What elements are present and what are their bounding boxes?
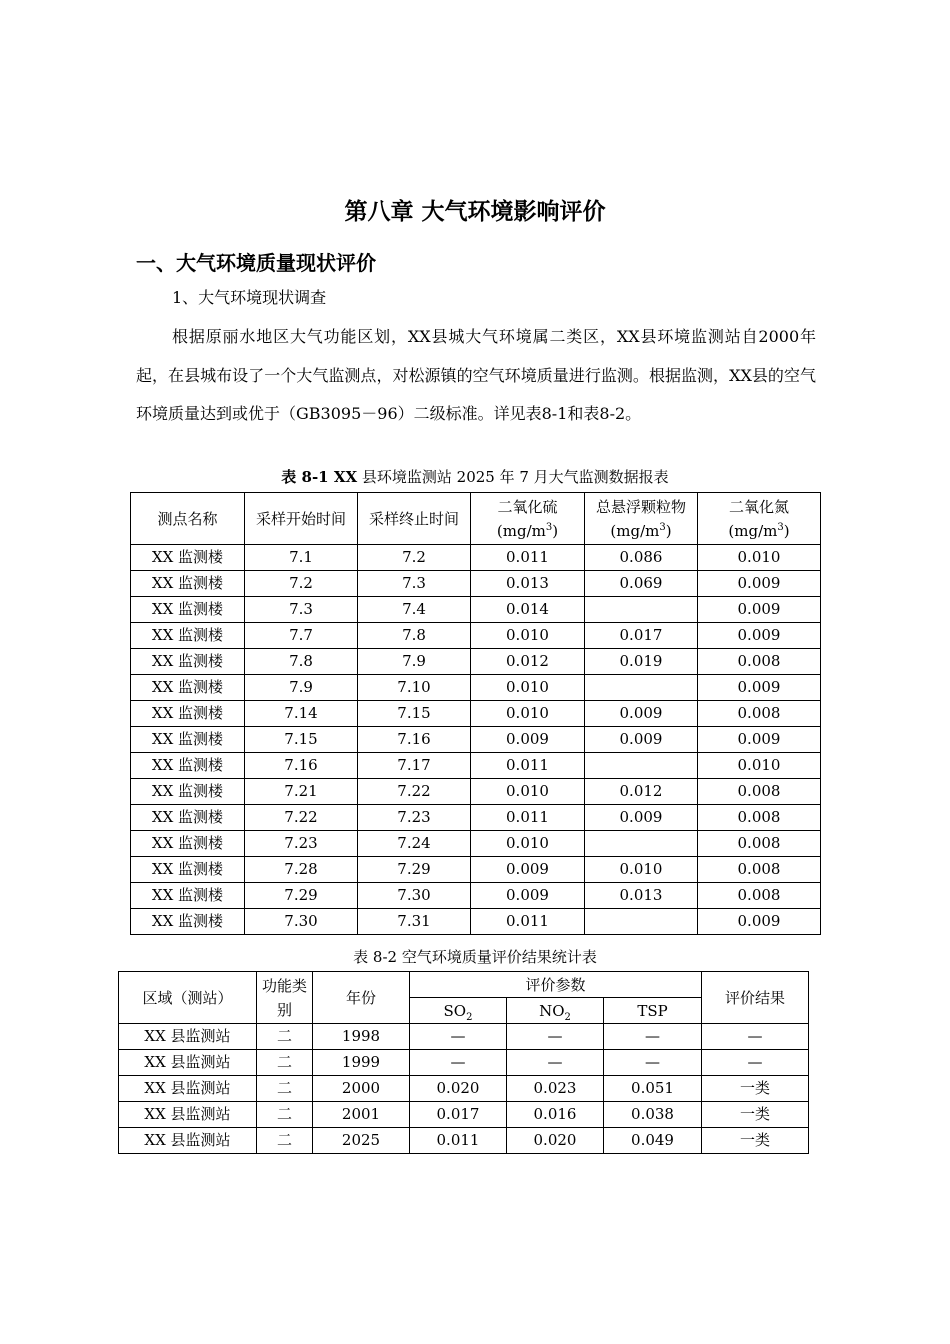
table1-caption-rest: 县环境监测站 2025 年 7 月大气监测数据报表: [357, 468, 669, 486]
col-region: 区域（测站）: [119, 972, 257, 1024]
section-title: 一、大气环境质量现状评价: [136, 251, 376, 275]
table-cell: 0.051: [604, 1076, 702, 1102]
table-cell: 一类: [702, 1076, 809, 1102]
table-cell: XX 监测楼: [131, 675, 245, 701]
table-cell: 一类: [702, 1128, 809, 1154]
table-cell: 0.009: [698, 727, 821, 753]
table-cell: 0.019: [585, 649, 698, 675]
table-cell: 0.010: [698, 753, 821, 779]
table1-caption: [0, 466, 950, 487]
col-result: 评价结果: [702, 972, 809, 1024]
table-cell: 0.010: [585, 857, 698, 883]
table-cell: XX 监测楼: [131, 831, 245, 857]
table-cell: —: [410, 1050, 507, 1076]
table-cell: 0.069: [585, 571, 698, 597]
tsp-unit: $(mg/m^3)$: [610, 521, 672, 540]
table-cell: 0.013: [585, 883, 698, 909]
table-cell: —: [702, 1050, 809, 1076]
chapter-title: 第八章 大气环境影响评价: [344, 199, 606, 225]
table-cell: 1999: [313, 1050, 410, 1076]
col-site-name: 测点名称: [131, 493, 245, 545]
table-row: [131, 597, 821, 623]
table-cell: 0.009: [698, 597, 821, 623]
col-no2: [698, 493, 821, 545]
table-cell: XX 监测楼: [131, 545, 245, 571]
table-cell: 2000: [313, 1076, 410, 1102]
table-cell: —: [702, 1024, 809, 1050]
table-cell: 7.31: [358, 909, 471, 935]
table-cell: 0.086: [585, 545, 698, 571]
table-cell: 0.009: [585, 805, 698, 831]
table-cell: 0.008: [698, 883, 821, 909]
evaluation-result-table: [118, 971, 809, 1154]
table-cell: 7.29: [358, 857, 471, 883]
table-cell: XX 监测楼: [131, 701, 245, 727]
table-row: [131, 623, 821, 649]
table-row: [131, 571, 821, 597]
table-cell: 0.009: [471, 857, 585, 883]
table-cell: 一类: [702, 1102, 809, 1128]
table-cell: 0.009: [585, 701, 698, 727]
table-cell: XX 监测楼: [131, 779, 245, 805]
table-cell: 7.29: [245, 883, 358, 909]
no2-unit: $(mg/m^3)$: [728, 521, 790, 540]
table-row: [119, 1024, 809, 1050]
table-row: [131, 649, 821, 675]
table-cell: 0.016: [507, 1102, 604, 1128]
table-cell: 0.009: [698, 571, 821, 597]
table-cell: —: [507, 1024, 604, 1050]
table-cell: 7.21: [245, 779, 358, 805]
table-cell: 7.1: [245, 545, 358, 571]
table-cell: 0.010: [471, 779, 585, 805]
table-cell: 0.020: [410, 1076, 507, 1102]
table-cell: 7.28: [245, 857, 358, 883]
table-cell: 0.008: [698, 831, 821, 857]
table-cell: 7.2: [358, 545, 471, 571]
table-cell: 0.014: [471, 597, 585, 623]
table-cell: XX 监测楼: [131, 883, 245, 909]
table-cell: 0.008: [698, 805, 821, 831]
table-cell: 0.009: [698, 909, 821, 935]
table-cell: 0.010: [471, 701, 585, 727]
table-cell: 0.009: [471, 883, 585, 909]
table1-caption-prefix: 表 8-1 XX: [281, 468, 358, 486]
table-cell: 7.22: [245, 805, 358, 831]
tsp-label: 总悬浮颗粒物: [595, 497, 686, 516]
table-cell: 0.011: [471, 805, 585, 831]
table-cell: [585, 909, 698, 935]
table-cell: XX 县监测站: [119, 1128, 257, 1154]
col-so2: $SO_2$: [410, 998, 507, 1024]
table-cell: —: [604, 1050, 702, 1076]
table-row: [131, 545, 821, 571]
table-cell: 0.013: [471, 571, 585, 597]
table-cell: 2001: [313, 1102, 410, 1128]
table-row: [119, 1102, 809, 1128]
table-cell: 7.14: [245, 701, 358, 727]
table-row: [131, 727, 821, 753]
table-row: [131, 701, 821, 727]
col-eval-params: 评价参数: [410, 972, 702, 998]
table-row: [131, 779, 821, 805]
table-cell: 7.23: [358, 805, 471, 831]
table-cell: XX 监测楼: [131, 805, 245, 831]
table-cell: 0.017: [585, 623, 698, 649]
table-cell: 7.2: [245, 571, 358, 597]
table-row: [131, 831, 821, 857]
table-cell: 7.9: [358, 649, 471, 675]
table-row: [131, 805, 821, 831]
table-cell: 7.10: [358, 675, 471, 701]
table-cell: 7.23: [245, 831, 358, 857]
table-cell: 0.008: [698, 779, 821, 805]
table-cell: 0.008: [698, 649, 821, 675]
col-start-time: 采样开始时间: [245, 493, 358, 545]
body-paragraph: 根据原丽水地区大气功能区划，XX县城大气环境属二类区，XX县环境监测站自2000年起，在县城布设了一个大气监测点，对松源镇的空气环境质量进行监测。根据监测，XX县的空气环境质量达到或优于（GB3095－96）二级标准。详见表8-1和表8-2。: [136, 327, 816, 423]
table-cell: 0.012: [585, 779, 698, 805]
table-cell: 1998: [313, 1024, 410, 1050]
table-cell: 0.049: [604, 1128, 702, 1154]
table-cell: 0.011: [471, 545, 585, 571]
table-cell: XX 县监测站: [119, 1076, 257, 1102]
table-cell: 7.24: [358, 831, 471, 857]
table-cell: XX 监测楼: [131, 909, 245, 935]
table-cell: 0.020: [507, 1128, 604, 1154]
subsection-title: 1、大气环境现状调查: [172, 288, 327, 307]
table-cell: XX 监测楼: [131, 753, 245, 779]
table-cell: 7.22: [358, 779, 471, 805]
table-cell: XX 监测楼: [131, 727, 245, 753]
table-cell: 二: [257, 1050, 313, 1076]
table-row: [119, 1050, 809, 1076]
table-row: [131, 753, 821, 779]
table-cell: XX 监测楼: [131, 571, 245, 597]
col-tsp: [585, 493, 698, 545]
table-cell: [585, 753, 698, 779]
table-cell: 0.017: [410, 1102, 507, 1128]
table-cell: 7.9: [245, 675, 358, 701]
table-row: [131, 857, 821, 883]
so2-label: 二氧化硫: [497, 497, 558, 516]
table-cell: 7.7: [245, 623, 358, 649]
table-cell: —: [410, 1024, 507, 1050]
table-row: [131, 909, 821, 935]
table-cell: [585, 675, 698, 701]
table-cell: 二: [257, 1076, 313, 1102]
table-cell: 0.011: [471, 753, 585, 779]
table-cell: 7.3: [245, 597, 358, 623]
table-cell: —: [604, 1024, 702, 1050]
table-cell: 0.009: [585, 727, 698, 753]
table-cell: 0.010: [471, 623, 585, 649]
table-row: [119, 1128, 809, 1154]
table-cell: 0.038: [604, 1102, 702, 1128]
table-cell: —: [507, 1050, 604, 1076]
table-cell: XX 县监测站: [119, 1102, 257, 1128]
table-cell: 0.023: [507, 1076, 604, 1102]
col-year: 年份: [313, 972, 410, 1024]
col-tsp: TSP: [604, 998, 702, 1024]
table-row: [131, 675, 821, 701]
table-cell: 二: [257, 1024, 313, 1050]
table-cell: 7.4: [358, 597, 471, 623]
table-cell: XX 县监测站: [119, 1050, 257, 1076]
table-row: [119, 1076, 809, 1102]
no2-label: 二氧化氮: [728, 497, 789, 516]
table-cell: [585, 597, 698, 623]
table-header-row: [131, 493, 821, 545]
table-cell: 0.012: [471, 649, 585, 675]
table-cell: 二: [257, 1128, 313, 1154]
table-cell: 0.011: [410, 1128, 507, 1154]
table-cell: XX 县监测站: [119, 1024, 257, 1050]
table-cell: 7.16: [358, 727, 471, 753]
col-no2: $NO_2$: [507, 998, 604, 1024]
table-cell: 7.8: [245, 649, 358, 675]
table-cell: 0.008: [698, 857, 821, 883]
table-cell: 7.16: [245, 753, 358, 779]
table-cell: 7.30: [358, 883, 471, 909]
table-cell: 0.011: [471, 909, 585, 935]
table-cell: 7.15: [358, 701, 471, 727]
monitoring-data-table: [130, 492, 821, 935]
table-cell: XX 监测楼: [131, 623, 245, 649]
table-cell: 0.010: [471, 831, 585, 857]
table-cell: 7.17: [358, 753, 471, 779]
table-row: [131, 883, 821, 909]
col-so2: [471, 493, 585, 545]
table-cell: 二: [257, 1102, 313, 1128]
table2-caption: 表 8-2 空气环境质量评价结果统计表: [353, 948, 597, 966]
table-cell: XX 监测楼: [131, 597, 245, 623]
table-cell: 0.008: [698, 701, 821, 727]
table-cell: [585, 831, 698, 857]
table-cell: 2025: [313, 1128, 410, 1154]
table-cell: XX 监测楼: [131, 857, 245, 883]
table-cell: 7.15: [245, 727, 358, 753]
table-cell: 0.010: [698, 545, 821, 571]
table-cell: 0.010: [471, 675, 585, 701]
table-cell: 7.30: [245, 909, 358, 935]
table-cell: 7.3: [358, 571, 471, 597]
so2-unit: $(mg/m^3)$: [496, 521, 559, 540]
table-cell: 0.009: [698, 623, 821, 649]
table-cell: 0.009: [698, 675, 821, 701]
table-cell: XX 监测楼: [131, 649, 245, 675]
col-function-class: 功能类别: [257, 972, 313, 1024]
table-cell: 7.8: [358, 623, 471, 649]
table-header-row: [119, 972, 809, 998]
col-end-time: 采样终止时间: [358, 493, 471, 545]
table-cell: 0.009: [471, 727, 585, 753]
